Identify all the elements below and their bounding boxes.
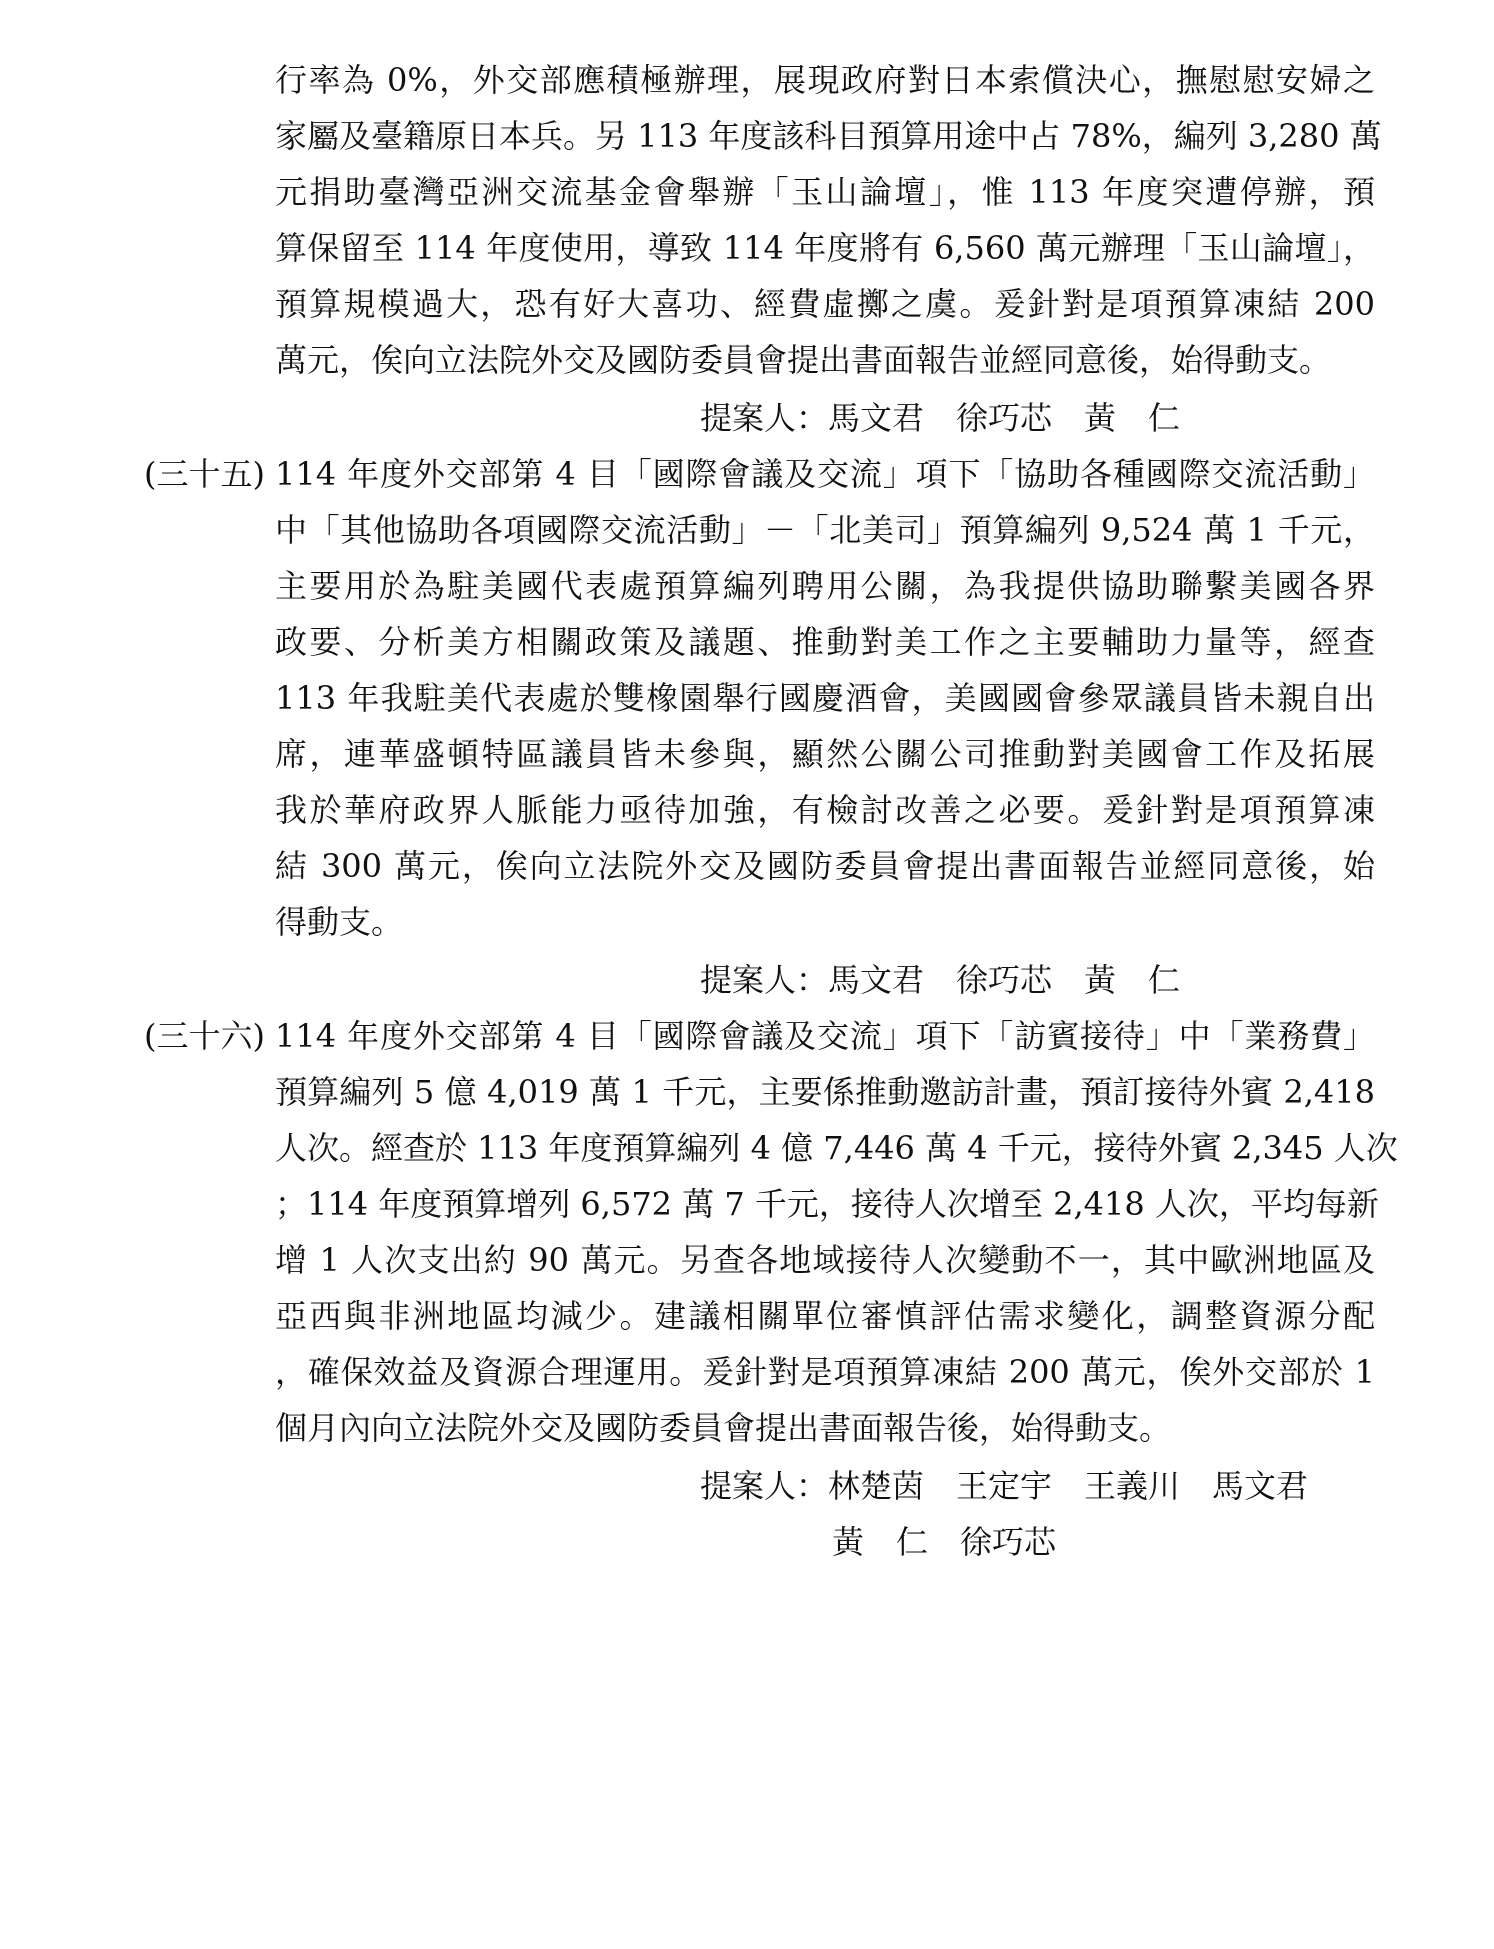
proposer-line: 黃 仁 徐巧芯: [832, 1523, 1057, 1561]
paragraph-line: 預算編列 5 億 4,019 萬 1 千元，主要係推動邀訪計畫，預訂接待外賓 2,418: [275, 1073, 1375, 1111]
paragraph-line: 114 年度外交部第 4 目「國際會議及交流」項下「訪賓接待」中「業務費」: [275, 1017, 1375, 1055]
paragraph-line: 個月內向立法院外交及國防委員會提出書面報告後，始得動支。: [275, 1409, 1172, 1447]
paragraph-line: ；114 年度預算增列 6,572 萬 7 千元，接待人次增至 2,418 人次，平均每新: [275, 1185, 1379, 1223]
paragraph-line: 得動支。: [275, 903, 404, 941]
proposer-line: 提案人：馬文君 徐巧芯 黃 仁: [700, 399, 1181, 437]
paragraph-line: 113 年我駐美代表處於雙橡園舉行國慶酒會，美國國會參眾議員皆未親自出: [275, 679, 1375, 717]
paragraph-line: 我於華府政界人脈能力亟待加強，有檢討改善之必要。爰針對是項預算凍: [275, 791, 1375, 829]
paragraph-line: 增 1 人次支出約 90 萬元。另查各地域接待人次變動不一，其中歐洲地區及: [275, 1241, 1375, 1279]
proposer-line: 提案人：馬文君 徐巧芯 黃 仁: [700, 961, 1181, 999]
paragraph-line: ，確保效益及資源合理運用。爰針對是項預算凍結 200 萬元，俟外交部於 1: [275, 1353, 1375, 1391]
item-number: (三十六): [144, 1017, 265, 1055]
paragraph-line: 行率為 0%，外交部應積極辦理，展現政府對日本索償決心，撫慰慰安婦之: [275, 61, 1375, 99]
paragraph-line: 亞西與非洲地區均減少。建議相關單位審慎評估需求變化，調整資源分配: [275, 1297, 1375, 1335]
paragraph-line: 政要、分析美方相關政策及議題、推動對美工作之主要輔助力量等，經查: [275, 623, 1375, 661]
paragraph-line: 中「其他協助各項國際交流活動」－「北美司」預算編列 9,524 萬 1 千元，: [275, 511, 1375, 549]
paragraph-line: 席，連華盛頓特區議員皆未參與，顯然公關公司推動對美國會工作及拓展: [275, 735, 1375, 773]
paragraph-line: 元捐助臺灣亞洲交流基金會舉辦「玉山論壇」，惟 113 年度突遭停辦，預: [275, 173, 1375, 211]
proposer-line: 提案人：林楚茵 王定宇 王義川 馬文君: [700, 1467, 1309, 1505]
paragraph-line: 萬元，俟向立法院外交及國防委員會提出書面報告並經同意後，始得動支。: [275, 341, 1332, 379]
paragraph-line: 人次。經查於 113 年度預算編列 4 億 7,446 萬 4 千元，接待外賓 2,345 人次: [275, 1129, 1398, 1167]
paragraph-line: 主要用於為駐美國代表處預算編列聘用公關，為我提供協助聯繫美國各界: [275, 567, 1375, 605]
paragraph-line: 預算規模過大，恐有好大喜功、經費虛擲之虞。爰針對是項預算凍結 200: [275, 285, 1375, 323]
item-number: (三十五): [144, 455, 265, 493]
paragraph-line: 114 年度外交部第 4 目「國際會議及交流」項下「協助各種國際交流活動」: [275, 455, 1375, 493]
paragraph-line: 結 300 萬元，俟向立法院外交及國防委員會提出書面報告並經同意後，始: [275, 847, 1375, 885]
paragraph-line: 算保留至 114 年度使用，導致 114 年度將有 6,560 萬元辦理「玉山論壇」，: [275, 229, 1375, 267]
paragraph-line: 家屬及臺籍原日本兵。另 113 年度該科目預算用途中占 78%，編列 3,280 萬: [275, 117, 1382, 155]
